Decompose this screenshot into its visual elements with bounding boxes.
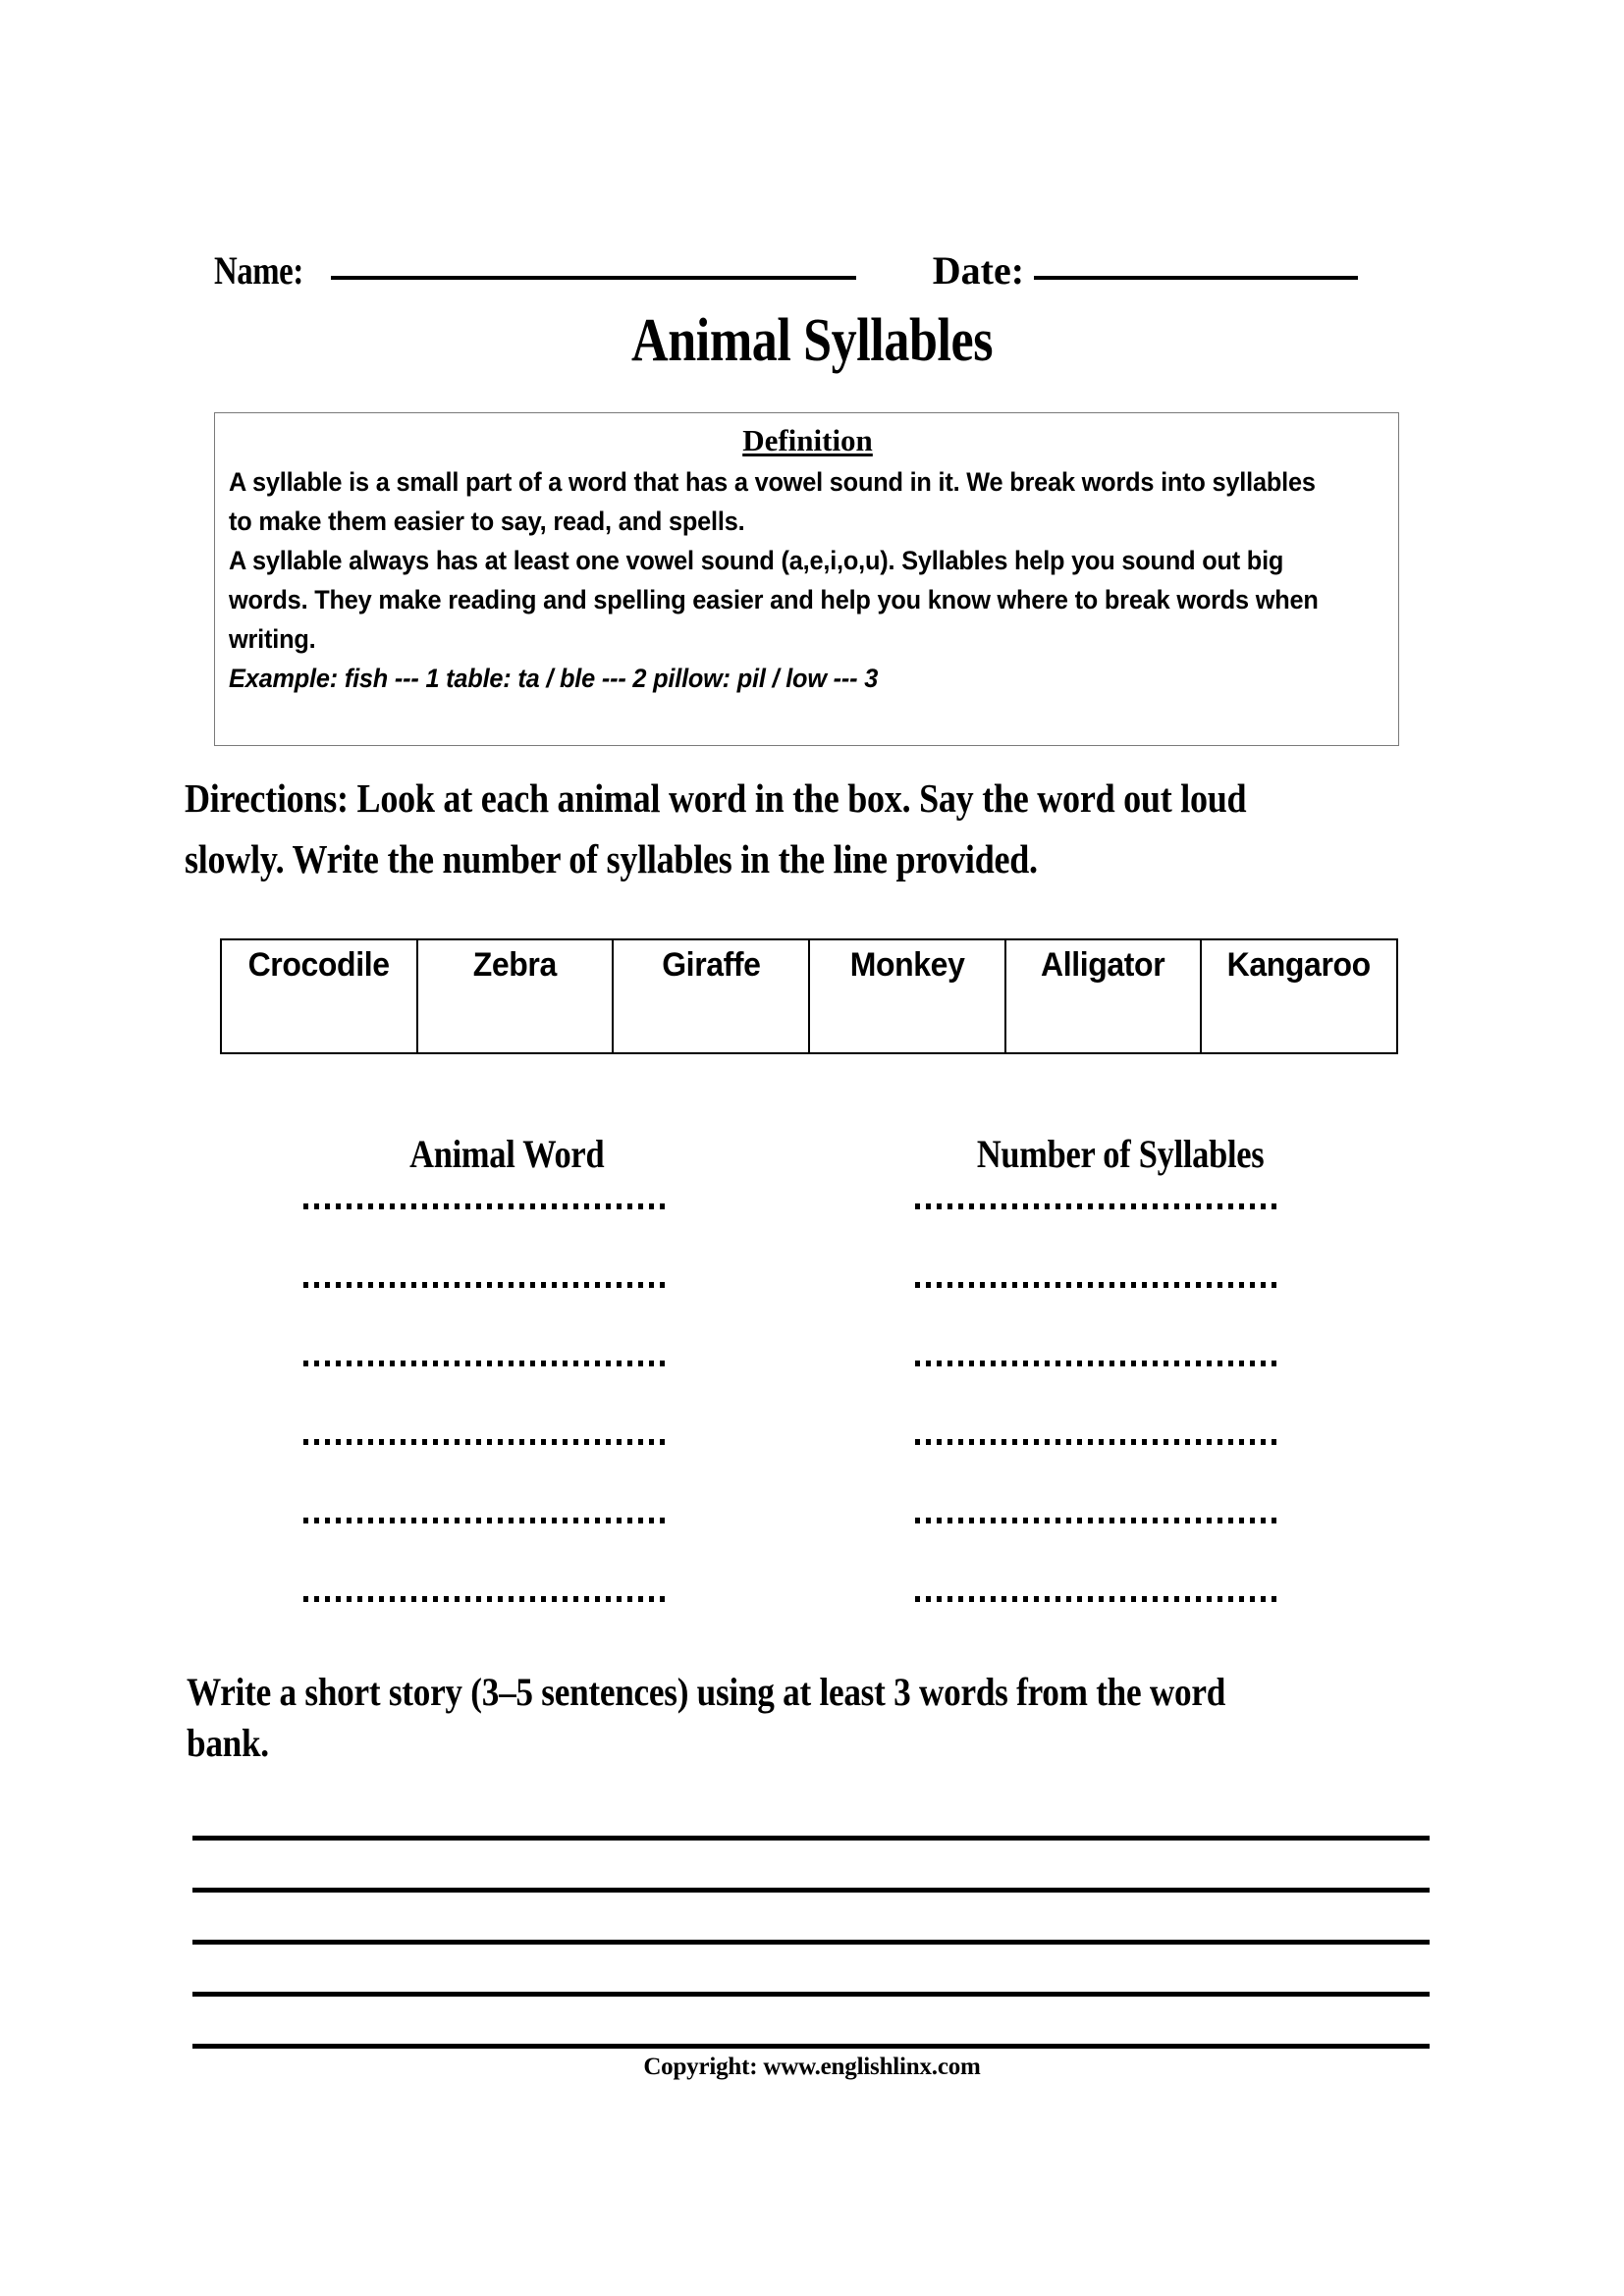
answer-cell-word xyxy=(220,1203,787,1282)
story-write-line[interactable] xyxy=(192,1893,1430,1945)
answer-cell-syllables xyxy=(787,1518,1399,1596)
answer-cell-syllables xyxy=(787,1596,1399,1675)
story-write-line[interactable] xyxy=(192,1997,1430,2049)
answer-dotted-line-word[interactable] xyxy=(303,1518,667,1523)
word-bank-cell-5 xyxy=(1201,939,1397,1053)
page-title xyxy=(0,306,1624,376)
answer-cell-word xyxy=(220,1518,787,1596)
answer-dotted-line-syllables[interactable] xyxy=(915,1282,1278,1288)
answer-row xyxy=(220,1596,1398,1675)
definition-example: Example: fish --- 1 table: ta / ble --- 2 pillow: pil / low --- 3 xyxy=(229,664,879,693)
directions-text: Directions: Look at each animal word in the box. Say the word out loud slowly. Write the number of syllables in the line provided. xyxy=(185,775,1247,881)
story-write-line[interactable] xyxy=(192,1945,1430,1997)
word-bank-cell-0 xyxy=(221,939,417,1053)
story-write-line[interactable] xyxy=(192,1841,1430,1893)
answer-cell-syllables xyxy=(787,1361,1399,1439)
name-label: Name: xyxy=(214,248,303,293)
story-write-lines xyxy=(192,1789,1430,2049)
word-bank-row xyxy=(221,939,1397,1053)
word-bank-cell-1 xyxy=(417,939,614,1053)
answer-dotted-line-syllables[interactable] xyxy=(915,1596,1278,1602)
name-date-row xyxy=(214,247,1402,302)
word-bank-cell-2 xyxy=(613,939,809,1053)
answer-rows xyxy=(220,1203,1398,1675)
word-bank-word-1: Zebra xyxy=(472,946,558,984)
answer-cell-syllables xyxy=(787,1439,1399,1518)
story-write-line[interactable] xyxy=(192,1789,1430,1841)
story-prompt-text: Write a short story (3–5 sentences) using at least 3 words from the word bank. xyxy=(187,1670,1226,1765)
answer-cell-word xyxy=(220,1596,787,1675)
word-bank-word-5: Kangaroo xyxy=(1227,946,1372,984)
directions xyxy=(185,768,1441,889)
word-bank-word-3: Monkey xyxy=(849,946,965,984)
page-title-text: Animal Syllables xyxy=(630,307,994,374)
answer-cell-syllables xyxy=(787,1203,1399,1282)
answer-dotted-line-word[interactable] xyxy=(303,1203,667,1209)
story-prompt xyxy=(187,1667,1453,1769)
answer-dotted-line-syllables[interactable] xyxy=(915,1518,1278,1523)
answer-dotted-line-word[interactable] xyxy=(303,1361,667,1366)
word-bank-table xyxy=(220,938,1398,1054)
answer-dotted-line-syllables[interactable] xyxy=(915,1439,1278,1445)
answer-cell-word xyxy=(220,1282,787,1361)
answer-dotted-line-syllables[interactable] xyxy=(915,1361,1278,1366)
definition-box xyxy=(214,412,1399,746)
definition-paragraph-2: A syllable always has at least one vowel sound (a,e,i,o,u). Syllables help you sound out big words. They make reading and spelling easier and help you know where to break words when writing. xyxy=(229,546,1319,654)
answer-row xyxy=(220,1282,1398,1361)
answer-cell-word xyxy=(220,1439,787,1518)
word-bank-word-0: Crocodile xyxy=(247,946,390,984)
answer-row xyxy=(220,1203,1398,1282)
answer-header-animal-word xyxy=(220,1131,785,1177)
answer-row xyxy=(220,1518,1398,1596)
copyright-footer: Copyright: www.englishlinx.com xyxy=(643,2054,981,2080)
word-bank-word-2: Giraffe xyxy=(661,946,761,984)
date-write-line[interactable] xyxy=(1034,276,1358,280)
answer-header-number-of-syllables-text: Number of Syllables xyxy=(977,1132,1265,1176)
answer-dotted-line-word[interactable] xyxy=(303,1439,667,1445)
date-label: Date: xyxy=(932,248,1025,293)
definition-heading: Definition xyxy=(742,423,873,457)
answer-cell-word xyxy=(220,1361,787,1439)
word-bank-cell-4 xyxy=(1005,939,1202,1053)
answer-header-number-of-syllables xyxy=(785,1131,1398,1177)
name-write-line[interactable] xyxy=(331,276,856,280)
answer-table-headings xyxy=(220,1131,1398,1177)
definition-body xyxy=(229,462,1386,698)
answer-cell-syllables xyxy=(787,1282,1399,1361)
word-bank-cell-3 xyxy=(809,939,1005,1053)
answer-dotted-line-word[interactable] xyxy=(303,1282,667,1288)
answer-row xyxy=(220,1361,1398,1439)
answer-row xyxy=(220,1439,1398,1518)
word-bank-word-4: Alligator xyxy=(1041,946,1165,984)
answer-header-animal-word-text: Animal Word xyxy=(409,1132,605,1176)
answer-dotted-line-syllables[interactable] xyxy=(915,1203,1278,1209)
answer-dotted-line-word[interactable] xyxy=(303,1596,667,1602)
definition-paragraph-1: A syllable is a small part of a word that has a vowel sound in it. We break words into syllables to make them easier to say, read, and spells. xyxy=(229,467,1316,536)
